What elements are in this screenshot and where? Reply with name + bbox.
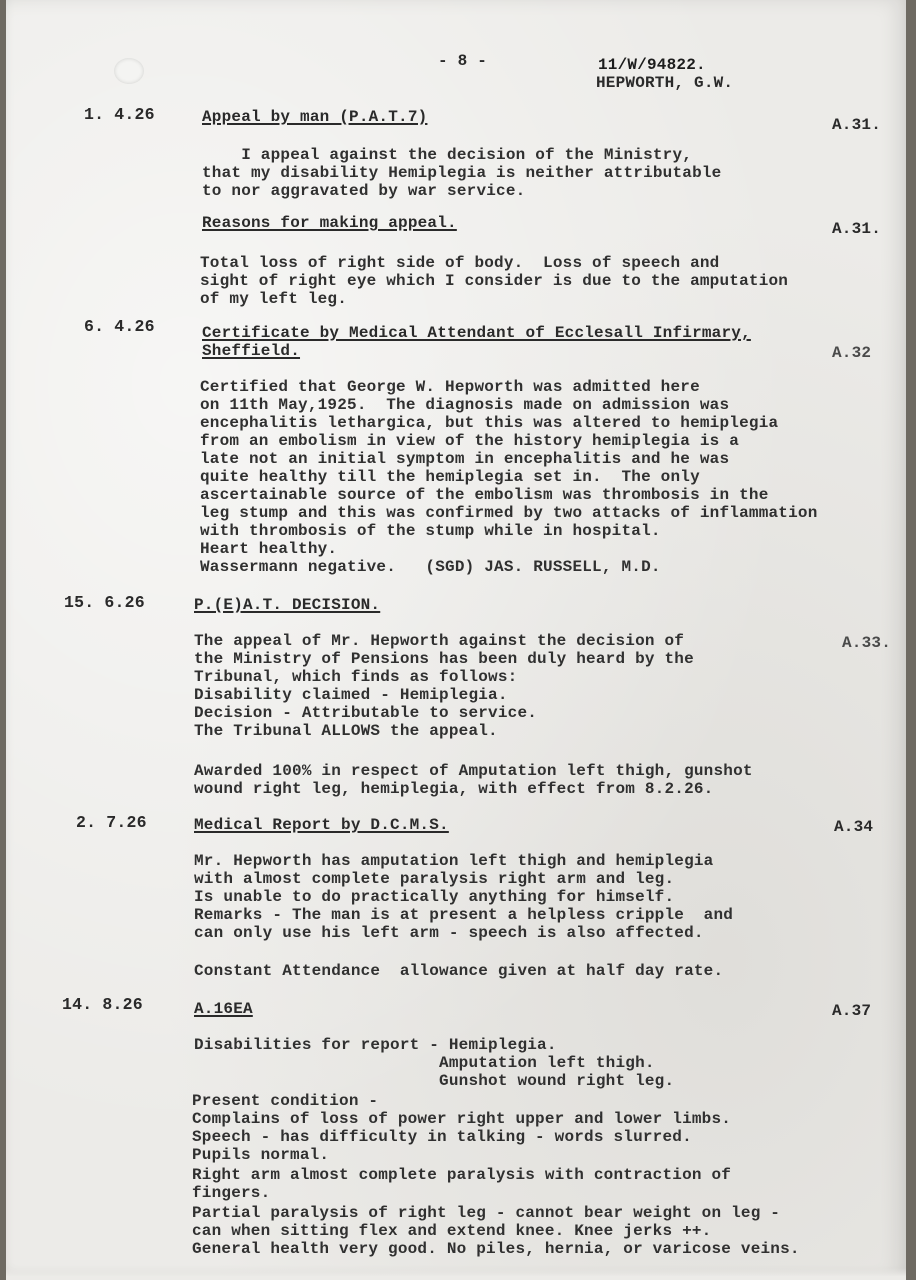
entry-line: with thrombosis of the stump while in hospital.	[200, 522, 661, 540]
entry-line: Awarded 100% in respect of Amputation left thigh, gunshot	[194, 762, 753, 780]
page-bottom-edge	[6, 1268, 906, 1280]
entry-line: encephalitis lethargica, but this was altered to hemiplegia	[200, 414, 779, 432]
entry-line: Is unable to do practically anything for himself.	[194, 888, 675, 906]
entry-line: of my left leg.	[200, 290, 348, 308]
entry-line: Total loss of right side of body. Loss of speech and	[200, 254, 720, 272]
entry-line: Present condition -	[192, 1092, 379, 1110]
entry-line: General health very good. No piles, hernia, or varicose veins.	[192, 1240, 800, 1258]
entry-line: fingers.	[192, 1184, 271, 1202]
subject-name: HEPWORTH, G.W.	[596, 74, 734, 92]
entry-reference: A.34	[834, 818, 874, 836]
entry-line: from an embolism in view of the history hemiplegia is a	[200, 432, 740, 450]
entry-line: leg stump and this was confirmed by two attacks of inflammation	[200, 504, 818, 522]
entry-line: quite healthy till the hemiplegia set in. The only	[200, 468, 700, 486]
punch-hole	[114, 58, 144, 84]
entry-line: The appeal of Mr. Hepworth against the decision of	[194, 632, 685, 650]
entry-title: P.(E)A.T. DECISION.	[194, 596, 381, 614]
entry-line: Remarks - The man is at present a helpless cripple and	[194, 906, 734, 924]
entry-line: Decision - Attributable to service.	[194, 704, 538, 722]
entry-line: the Ministry of Pensions has been duly heard by the	[194, 650, 694, 668]
entry-title: A.16EA	[194, 1000, 253, 1018]
entry-reference: A.31.	[832, 220, 882, 238]
entry-line: I appeal against the decision of the Ministry,	[202, 146, 693, 164]
entry-date: 15. 6.26	[64, 593, 145, 612]
entry-line: Heart healthy.	[200, 540, 338, 558]
entry-date: 14. 8.26	[62, 995, 143, 1014]
entry-line: wound right leg, hemiplegia, with effect from 8.2.26.	[194, 780, 714, 798]
entry-line: on 11th May,1925. The diagnosis made on admission was	[200, 396, 730, 414]
entry-reference: A.31.	[832, 116, 882, 134]
entry-line: late not an initial symptom in encephalitis and he was	[200, 450, 730, 468]
entry-line: with almost complete paralysis right arm and leg.	[194, 870, 675, 888]
entry-reference: A.33.	[842, 634, 892, 652]
entry-line: Disability claimed - Hemiplegia.	[194, 686, 508, 704]
entry-line: can when sitting flex and extend knee. Knee jerks ++.	[192, 1222, 712, 1240]
entry-line: can only use his left arm - speech is also affected.	[194, 924, 704, 942]
entry-title: Appeal by man (P.A.T.7)	[202, 108, 428, 126]
file-reference: 11/W/94822.	[598, 56, 706, 74]
document-page	[6, 0, 906, 1280]
entry-line: to nor aggravated by war service.	[202, 182, 526, 200]
entry-line: ascertainable source of the embolism was thrombosis in the	[200, 486, 769, 504]
entry-reference: A.37	[832, 1002, 872, 1020]
entry-line: Certified that George W. Hepworth was admitted here	[200, 378, 700, 396]
entry-date: 6. 4.26	[84, 317, 155, 336]
entry-line: Tribunal, which finds as follows:	[194, 668, 518, 686]
entry-line: Disabilities for report - Hemiplegia.	[194, 1036, 557, 1054]
entry-title: Certificate by Medical Attendant of Ecclesall Infirmary,	[202, 324, 751, 342]
entry-line: sight of right eye which I consider is due to the amputation	[200, 272, 789, 290]
entry-line: Complains of loss of power right upper and lower limbs.	[192, 1110, 732, 1128]
entry-line: Right arm almost complete paralysis with contraction of	[192, 1166, 732, 1184]
entry-line: Partial paralysis of right leg - cannot bear weight on leg -	[192, 1204, 781, 1222]
entry-line: Speech - has difficulty in talking - words slurred.	[192, 1128, 692, 1146]
entry-reference: A.32	[832, 344, 872, 362]
entry-title: Sheffield.	[202, 342, 301, 360]
entry-line: Wassermann negative. (SGD) JAS. RUSSELL, M.D.	[200, 558, 661, 576]
entry-title: Medical Report by D.C.M.S.	[194, 816, 449, 834]
entry-line: Amputation left thigh.	[194, 1054, 655, 1072]
page-number: - 8 -	[438, 52, 488, 70]
entry-line: Pupils normal.	[192, 1146, 330, 1164]
entry-date: 1. 4.26	[84, 105, 155, 124]
entry-line: Gunshot wound right leg.	[194, 1072, 675, 1090]
entry-line: Constant Attendance allowance given at half day rate.	[194, 962, 724, 980]
entry-line: Mr. Hepworth has amputation left thigh and hemiplegia	[194, 852, 714, 870]
entry-date: 2. 7.26	[76, 813, 147, 832]
entry-title: Reasons for making appeal.	[202, 214, 457, 232]
entry-line: that my disability Hemiplegia is neither attributable	[202, 164, 722, 182]
entry-line: The Tribunal ALLOWS the appeal.	[194, 722, 498, 740]
